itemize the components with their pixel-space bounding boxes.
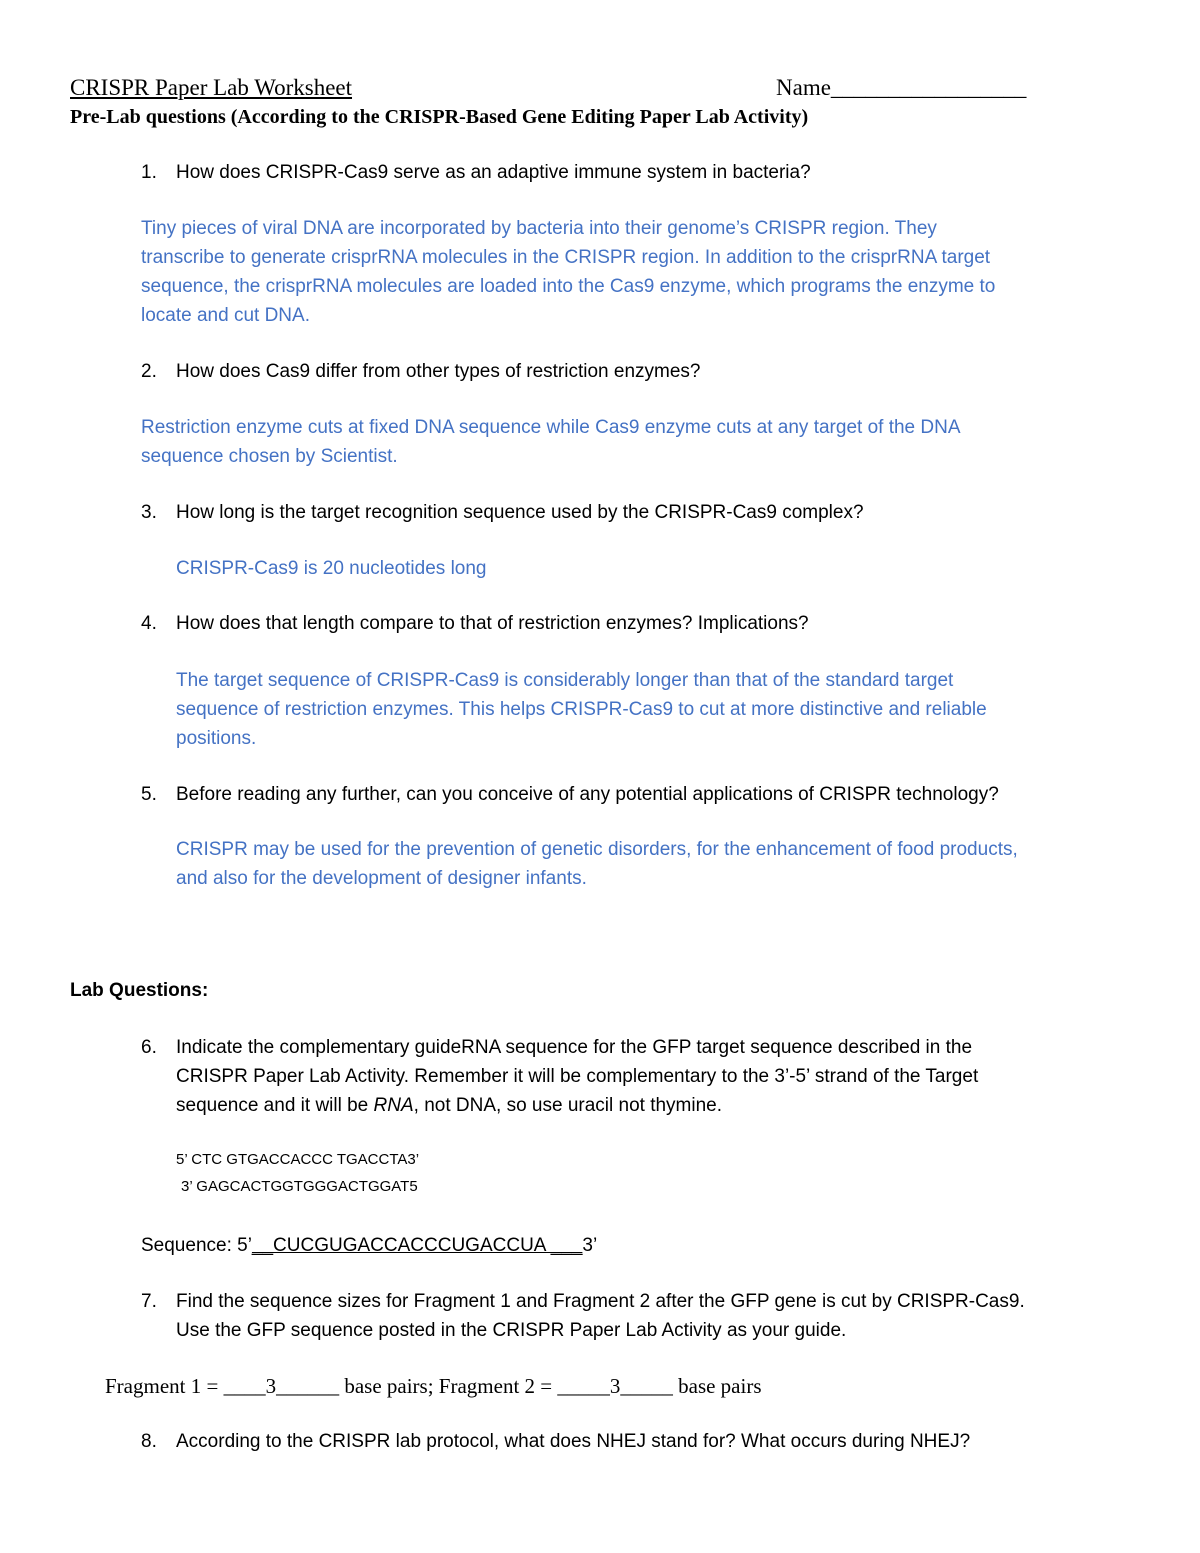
q6-answer-label: Sequence: 5’ xyxy=(141,1235,252,1256)
lab-questions-heading: Lab Questions: xyxy=(70,980,209,1001)
q1-answer xyxy=(141,214,995,330)
q7-number: 7. xyxy=(141,1291,157,1312)
q2-answer xyxy=(141,413,961,471)
q1-question: How does CRISPR-Cas9 serve as an adaptive immune system in bacteria? xyxy=(176,162,811,183)
q1-number: 1. xyxy=(141,162,157,183)
q5-answer-line: CRISPR may be used for the prevention of genetic disorders, for the enhancement of food products, xyxy=(176,839,1018,860)
q6-sequence-bottom: 3’ GAGCACTGGTGGGACTGGAT5 xyxy=(181,1178,418,1195)
q2-number: 2. xyxy=(141,361,157,382)
q8-question: According to the CRISPR lab protocol, what does NHEJ stand for? What occurs during NHEJ? xyxy=(176,1431,971,1452)
q3-answer-line: CRISPR-Cas9 is 20 nucleotides long xyxy=(176,558,487,579)
name-field xyxy=(776,75,1026,101)
q7-question xyxy=(176,1287,1025,1345)
q6-rna-emphasis: RNA xyxy=(373,1095,414,1116)
q5-answer xyxy=(176,835,1018,893)
q7-line: Find the sequence sizes for Fragment 1 and Fragment 2 after the GFP gene is cut by CRISPR-Cas9. xyxy=(176,1291,1025,1312)
q6-line-3-end: , not DNA, so use uracil not thymine. xyxy=(413,1095,723,1116)
q7-fragment-answer: Fragment 1 = ____3______ base pairs; Fragment 2 = _____3_____ base pairs xyxy=(105,1374,762,1398)
q4-answer xyxy=(176,666,987,753)
q5-answer-line: and also for the development of designer infants. xyxy=(176,868,587,889)
q2-answer-line: sequence chosen by Scientist. xyxy=(141,446,398,467)
name-label: Name xyxy=(776,75,831,100)
q6-number: 6. xyxy=(141,1037,157,1058)
q6-line: Indicate the complementary guideRNA sequence for the GFP target sequence described in the xyxy=(176,1037,973,1058)
q1-answer-line: locate and cut DNA. xyxy=(141,305,310,326)
q6-answer-value: __CUCGUGACCACCCUGACCUA ___ xyxy=(251,1235,583,1256)
q2-answer-line: Restriction enzyme cuts at fixed DNA sequence while Cas9 enzyme cuts at any target of the DNA xyxy=(141,417,961,438)
q6-answer-end: 3’ xyxy=(582,1235,598,1256)
q2-question: How does Cas9 differ from other types of restriction enzymes? xyxy=(176,361,701,382)
q1-answer-line: transcribe to generate crisprRNA molecules in the CRISPR region. In addition to the crisprRNA target xyxy=(141,247,991,268)
q3-question: How long is the target recognition sequence used by the CRISPR-Cas9 complex? xyxy=(176,502,864,523)
name-blank: _________________ xyxy=(830,75,1027,100)
q5-number: 5. xyxy=(141,784,157,805)
q8-number: 8. xyxy=(141,1431,157,1452)
q4-answer-line: positions. xyxy=(176,728,257,749)
q3-number: 3. xyxy=(141,502,157,523)
q6-line-3 xyxy=(176,1091,978,1120)
q3-answer xyxy=(176,554,487,583)
prelab-subtitle: Pre-Lab questions (According to the CRISPR-Based Gene Editing Paper Lab Activity) xyxy=(70,106,809,128)
q4-answer-line: sequence of restriction enzymes. This helps CRISPR-Cas9 to cut at more distinctive and reliable xyxy=(176,699,987,720)
worksheet-title: CRISPR Paper Lab Worksheet xyxy=(70,75,353,100)
q4-question: How does that length compare to that of restriction enzymes? Implications? xyxy=(176,613,809,634)
q6-sequence-top: 5’ CTC GTGACCACCC TGACCTA3’ xyxy=(176,1151,420,1168)
q1-answer-line: Tiny pieces of viral DNA are incorporated by bacteria into their genome’s CRISPR region. They xyxy=(141,218,937,239)
q4-answer-line: The target sequence of CRISPR-Cas9 is considerably longer than that of the standard target xyxy=(176,670,954,691)
q7-line: Use the GFP sequence posted in the CRISPR Paper Lab Activity as your guide. xyxy=(176,1320,847,1341)
q6-question xyxy=(176,1033,978,1120)
q5-question: Before reading any further, can you conceive of any potential applications of CRISPR technology? xyxy=(176,784,999,805)
q4-number: 4. xyxy=(141,613,157,634)
q6-line-3-start: sequence and it will be xyxy=(176,1095,374,1116)
q6-line: CRISPR Paper Lab Activity. Remember it will be complementary to the 3’-5’ strand of the Target xyxy=(176,1066,979,1087)
q6-answer-row xyxy=(141,1235,597,1257)
q1-answer-line: sequence, the crisprRNA molecules are loaded into the Cas9 enzyme, which programs the enzyme to xyxy=(141,276,996,297)
